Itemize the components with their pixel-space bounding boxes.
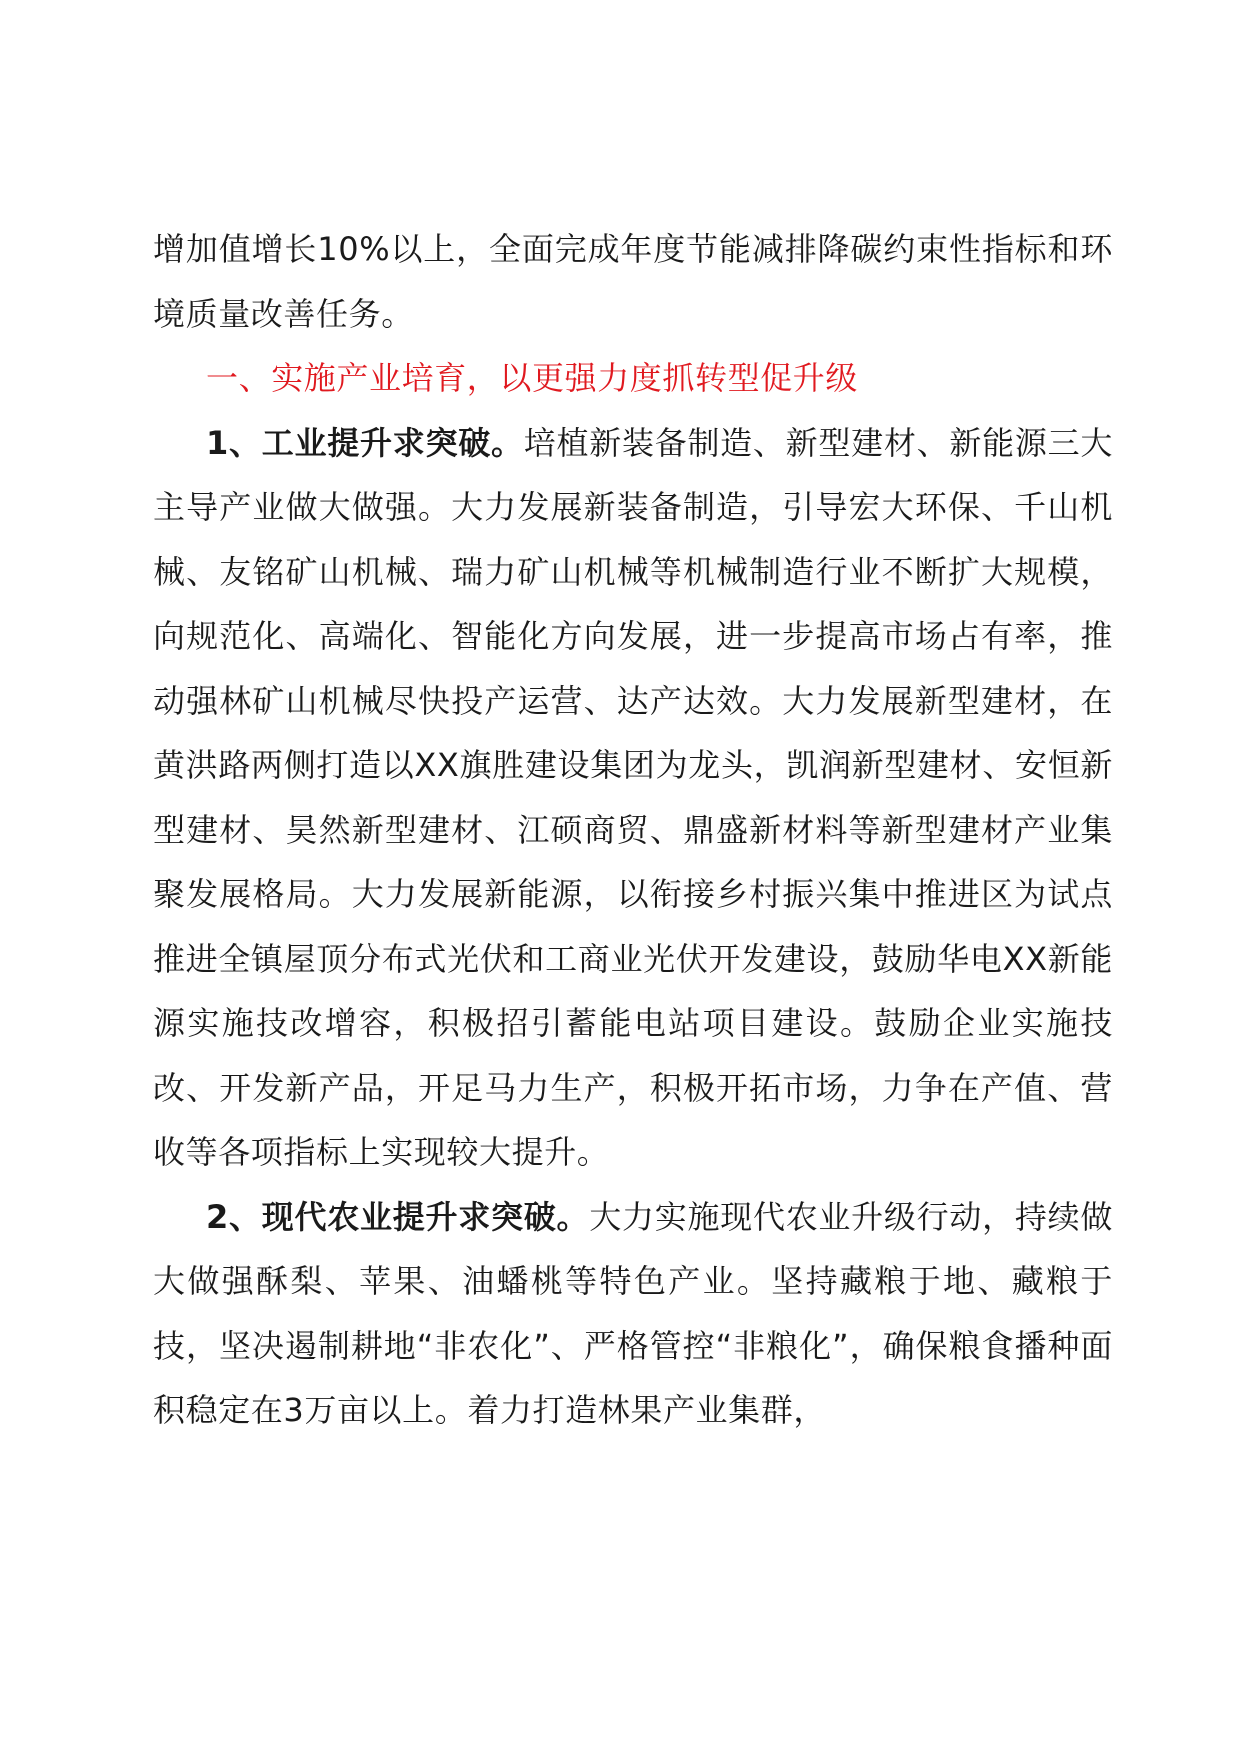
paragraph-text: 增加值增长10%以上，全面完成年度节能减排降碳约束性指标和环境质量改善任务。 bbox=[153, 230, 1113, 333]
paragraph-continuation bbox=[153, 217, 1113, 346]
paragraph-lead: 1、工业提升求突破。 bbox=[206, 423, 524, 462]
paragraph-text: 大力实施现代农业升级行动，持续做大做强酥梨、苹果、油蟠桃等特色产业。坚持藏粮于地、藏粮于技，坚决遏制耕地“非农化”、严格管控“非粮化”，确保粮食播种面积稳定在3万亩以上。着力打造林果产业集群， bbox=[153, 1197, 1113, 1429]
paragraph-lead: 2、现代农业提升求突破。 bbox=[206, 1197, 590, 1236]
paragraph-industry bbox=[153, 411, 1113, 1185]
paragraph-agriculture bbox=[153, 1185, 1113, 1443]
document-page bbox=[153, 217, 1113, 1443]
section-heading bbox=[153, 346, 1113, 411]
section-heading-text: 一、实施产业培育，以更强力度抓转型促升级 bbox=[206, 359, 859, 397]
paragraph-text: 培植新装备制造、新型建材、新能源三大主导产业做大做强。大力发展新装备制造，引导宏大环保、千山机械、友铭矿山机械、瑞力矿山机械等机械制造行业不断扩大规模，向规范化、高端化、智能化方向发展，进一步提高市场占有率，推动强林矿山机械尽快投产运营、达产达效。大力发展新型建材，在黄洪路两侧打造以XX旗胜建设集团为龙头，凯润新型建材、安恒新型建材、昊然新型建材、江硕商贸、鼎盛新材料等新型建材产业集聚发展格局。大力发展新能源，以衔接乡村振兴集中推进区为试点推进全镇屋顶分布式光伏和工商业光伏开发建设，鼓励华电XX新能源实施技改增容，积极招引蓄能电站项目建设。鼓励企业实施技改、开发新产品，开足马力生产，积极开拓市场，力争在产值、营收等各项指标上实现较大提升。 bbox=[153, 423, 1113, 1171]
